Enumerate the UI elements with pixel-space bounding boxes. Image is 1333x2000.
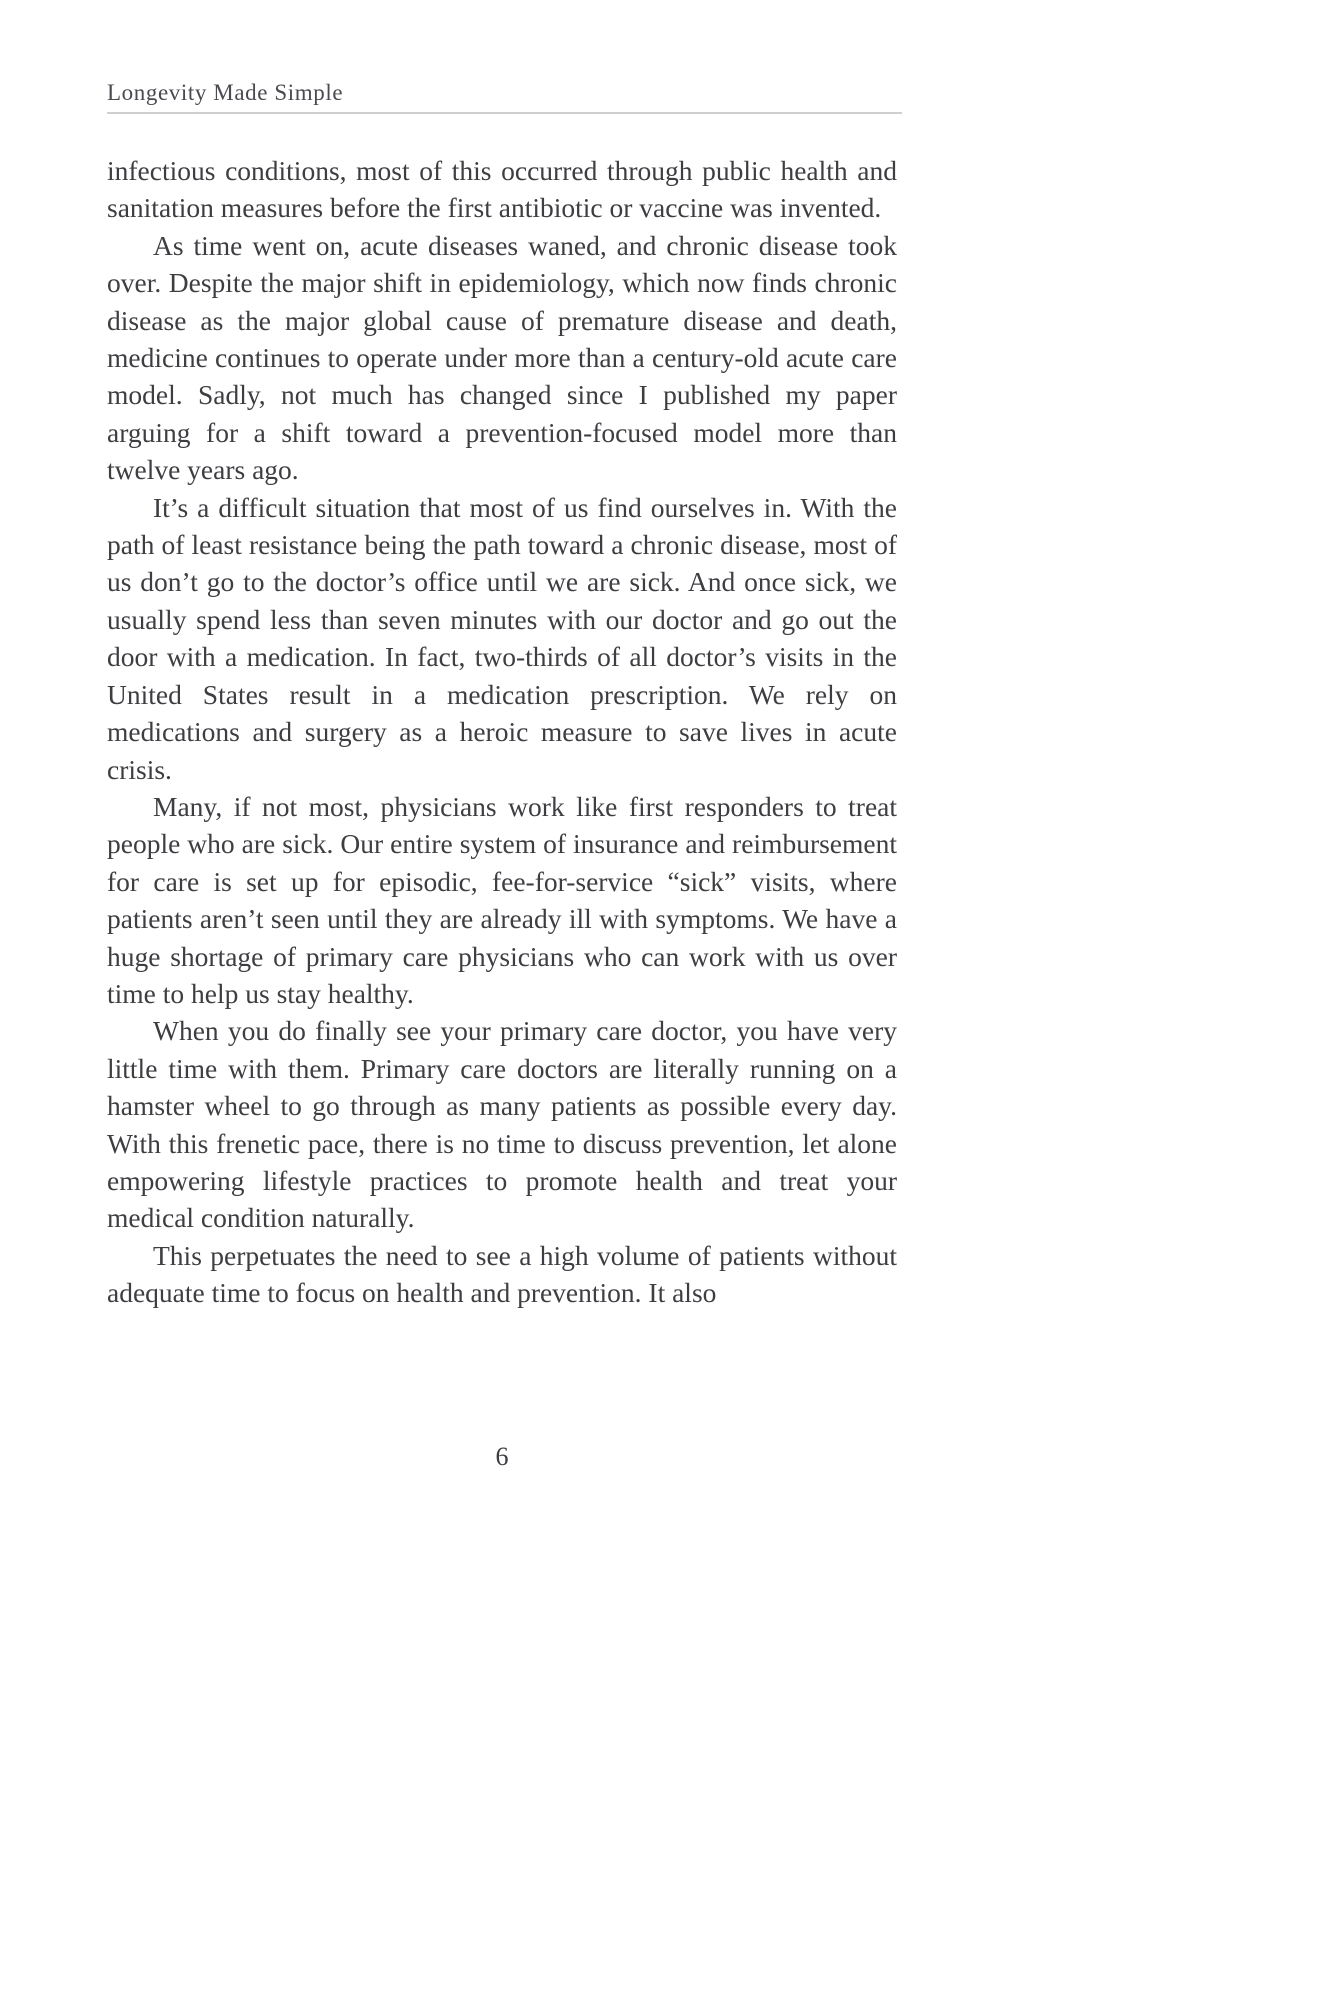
- paragraph-continuation: infectious conditions, most of this occurred through public health and sanitation measures before the first antibiotic or vaccine was invented.: [107, 155, 897, 224]
- paragraph: Many, if not most, physicians work like first responders to treat people who are sick. Our entire system of insurance and reimbursement for care is set up for episodic, fee-for-service “sick” visits, where patients aren’t seen until they are already ill with symptoms. We have a huge shortage of primary care physicians who can work with us over time to help us stay healthy.: [107, 790, 897, 1009]
- running-header: Longevity Made Simple: [107, 80, 344, 105]
- paragraph: When you do finally see your primary care doctor, you have very little time with them. Primary care doctors are literally running on a hamster wheel to go through as many patients as possible every day. With this frenetic pace, there is no time to discuss prevention, let alone empowering lifestyle practices to promote health and treat your medical condition naturally.: [107, 1015, 897, 1234]
- paragraph: As time went on, acute diseases waned, and chronic disease took over. Despite the major shift in epidemiology, which now finds chronic disease as the major global cause of premature disease and death, medicine continues to operate under more than a century-old acute care model. Sadly, not much has changed since I published my paper arguing for a shift toward a prevention-focused model more than twelve years ago.: [107, 229, 897, 486]
- header-rule: [107, 112, 902, 114]
- paragraph: It’s a difficult situation that most of us find ourselves in. With the path of least resistance being the path toward a chronic disease, most of us don’t go to the doctor’s office until we are sick. And once sick, we usually spend less than seven minutes with our doctor and go out the door with a medication. In fact, two-thirds of all doctor’s visits in the United States result in a medication prescription. We rely on medications and surgery as a heroic measure to save lives in acute crisis.: [107, 491, 897, 785]
- page-number: 6: [495, 1442, 509, 1471]
- paragraph: This perpetuates the need to see a high volume of patients without adequate time to focus on health and prevention. It also: [107, 1239, 897, 1309]
- body-text: [107, 152, 897, 1312]
